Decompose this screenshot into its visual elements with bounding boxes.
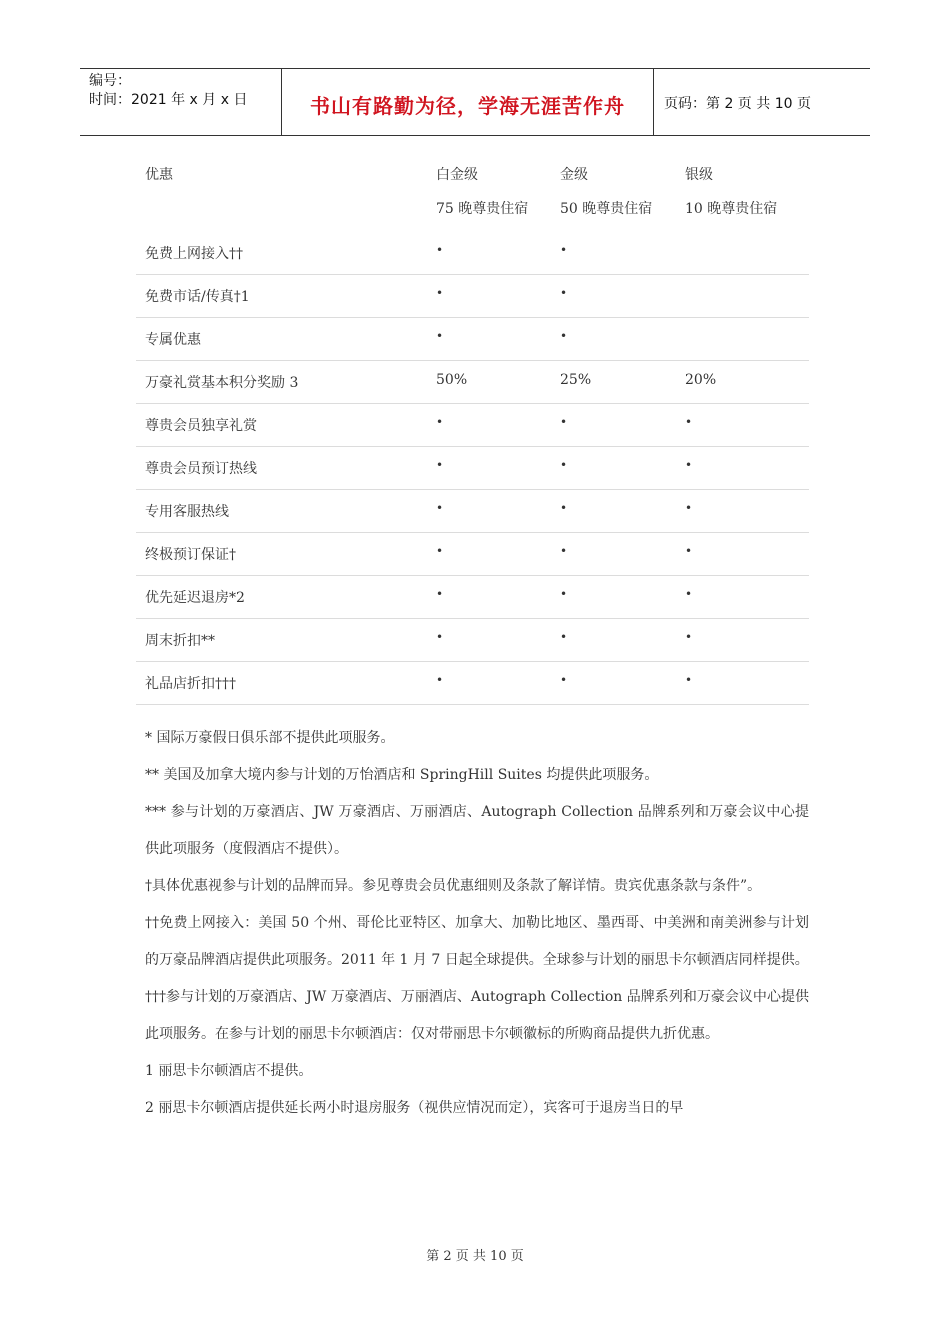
benefit-value: • [436, 286, 444, 300]
benefits-table [136, 150, 809, 705]
footnotes [145, 720, 809, 1127]
header-number: 编号： [89, 73, 131, 89]
table-row [136, 619, 809, 662]
benefit-value: 25% [560, 372, 592, 388]
benefit-value: • [436, 587, 444, 601]
column-header: 白金级 [436, 167, 478, 183]
benefit-value: • [436, 544, 444, 558]
benefit-value: • [560, 415, 568, 429]
benefit-value: • [685, 458, 693, 472]
benefit-name: 优先延迟退房*2 [145, 590, 245, 606]
benefit-name: 专属优惠 [145, 332, 201, 348]
benefit-value: • [560, 458, 568, 472]
benefit-value: • [560, 243, 568, 257]
benefit-name: 免费上网接入†† [145, 246, 243, 262]
benefit-value: • [685, 587, 693, 601]
benefit-value: • [436, 501, 444, 515]
benefit-value: • [436, 630, 444, 644]
benefit-name: 尊贵会员独享礼赏 [145, 418, 257, 434]
benefit-value: • [436, 243, 444, 257]
benefit-name: 免费市话/传真†1 [145, 289, 250, 305]
benefit-name: 周末折扣** [145, 633, 215, 649]
footnote: ††免费上网接入：美国 50 个州、哥伦比亚特区、加拿大、加勒比地区、墨西哥、中美洲和南美洲参与计划的万豪品牌酒店提供此项服务。2011 年 1 月 7 日起全球提供。全球参与计划的丽思卡尔顿酒店同样提供。 [145, 915, 809, 968]
header-meta [80, 69, 282, 135]
table-row [136, 533, 809, 576]
table-row [136, 275, 809, 318]
column-header: 银级 [685, 167, 713, 183]
table-body [136, 232, 809, 705]
table-row [136, 447, 809, 490]
table-row [136, 361, 809, 404]
table-row [136, 576, 809, 619]
page-footer: 第 2 页 共 10 页 [426, 1249, 524, 1264]
footnote: *** 参与计划的万豪酒店、JW 万豪酒店、万丽酒店、Autograph Collection 品牌系列和万豪会议中心提供此项服务（度假酒店不提供）。 [145, 804, 809, 857]
column-subheader: 75 晚尊贵住宿 [436, 201, 529, 217]
benefit-value: • [560, 673, 568, 687]
footnote: * 国际万豪假日俱乐部不提供此项服务。 [145, 730, 395, 746]
benefit-value: • [685, 415, 693, 429]
benefit-value: • [560, 630, 568, 644]
benefit-value: • [436, 458, 444, 472]
footnote: ** 美国及加拿大境内参与计划的万怡酒店和 SpringHill Suites 均提供此项服务。 [145, 767, 659, 783]
benefit-value: • [685, 501, 693, 515]
benefit-value: • [560, 286, 568, 300]
benefit-value: • [560, 501, 568, 515]
benefit-value: • [436, 329, 444, 343]
header-date: 时间：2021 年 x 月 x 日 [89, 92, 248, 108]
table-row [136, 662, 809, 705]
benefit-name: 终极预订保证† [145, 547, 236, 563]
benefit-value: • [436, 415, 444, 429]
footnote: 2 丽思卡尔顿酒店提供延长两小时退房服务（视供应情况而定），宾客可于退房当日的早 [145, 1100, 684, 1116]
benefit-name: 专用客服热线 [145, 504, 229, 520]
footnote: †††参与计划的万豪酒店、JW 万豪酒店、万丽酒店、Autograph Collection 品牌系列和万豪会议中心提供此项服务。在参与计划的丽思卡尔顿酒店：仅对带丽思卡尔顿徽标的所购商品提供九折优惠。 [145, 989, 809, 1042]
column-header: 优惠 [145, 167, 173, 183]
benefit-value: • [560, 329, 568, 343]
header-motto: 书山有路勤为径，学海无涯苦作舟 [282, 69, 654, 135]
table-row [136, 404, 809, 447]
benefit-value: 20% [685, 372, 717, 388]
benefit-name: 万豪礼赏基本积分奖励 3 [145, 375, 299, 391]
benefit-value: 50% [436, 372, 468, 388]
benefit-value: • [685, 630, 693, 644]
footnote: 1 丽思卡尔顿酒店不提供。 [145, 1063, 313, 1079]
benefit-name: 礼品店折扣††† [145, 676, 236, 692]
benefit-value: • [436, 673, 444, 687]
header-page-number: 页码：第 2 页 共 10 页 [664, 96, 811, 112]
page-header [80, 68, 870, 136]
column-subheader: 50 晚尊贵住宿 [560, 201, 653, 217]
table-row [136, 318, 809, 361]
footnote: †具体优惠视参与计划的品牌而异。参见尊贵会员优惠细则及条款了解详情。贵宾优惠条款与条件”。 [145, 878, 762, 894]
column-subheader: 10 晚尊贵住宿 [685, 201, 778, 217]
benefit-value: • [685, 673, 693, 687]
benefit-value: • [560, 587, 568, 601]
column-header: 金级 [560, 167, 588, 183]
table-row [136, 232, 809, 275]
table-row [136, 490, 809, 533]
table-header [136, 150, 809, 232]
benefit-value: • [685, 544, 693, 558]
benefit-name: 尊贵会员预订热线 [145, 461, 257, 477]
benefit-value: • [560, 544, 568, 558]
